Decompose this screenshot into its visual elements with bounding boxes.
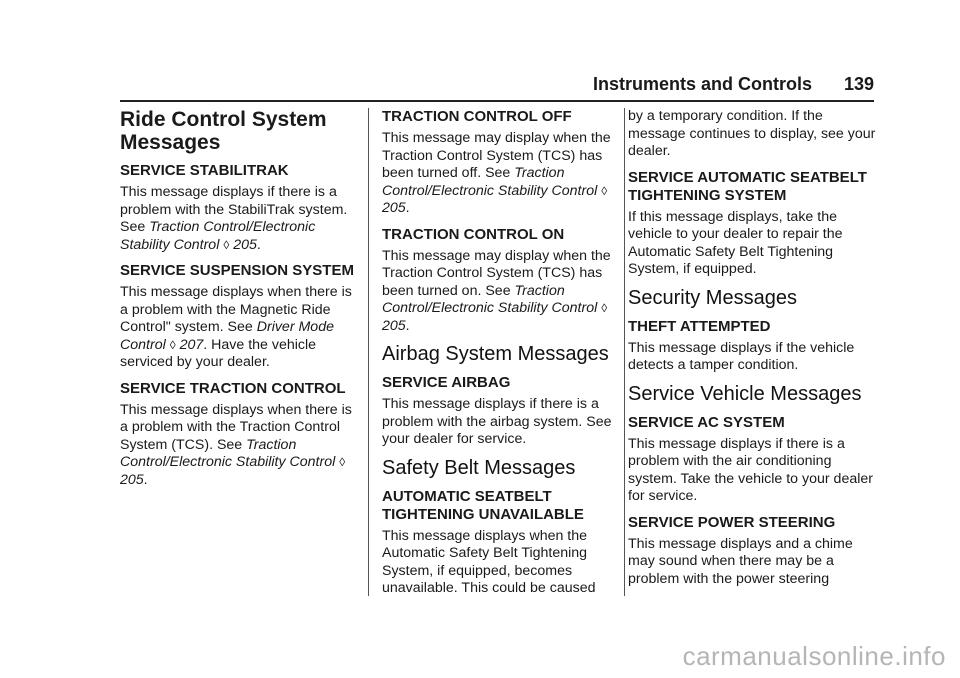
paragraph-text: This message displays when there is a problem with the Traction Control System (TCS). See bbox=[120, 401, 352, 453]
reference-title: Traction Control/Electronic Stability Control bbox=[382, 165, 598, 199]
column-divider bbox=[624, 108, 625, 596]
section-title-service-vehicle: Service Vehicle Messages bbox=[628, 382, 862, 405]
reference-title: Traction Control/Electronic Stability Control bbox=[120, 436, 336, 470]
paragraph-text: This message displays when there is a problem with the Magnetic Ride Control" system. See bbox=[120, 284, 352, 335]
section-title-airbag: Airbag System Messages bbox=[382, 343, 609, 365]
heading-seatbelt-unavailable: AUTOMATIC SEATBELT TIGHTENING UNAVAILABLE bbox=[382, 487, 584, 523]
heading-service-power-steering: SERVICE POWER STEERING bbox=[628, 513, 836, 531]
column-2 bbox=[382, 108, 618, 606]
paragraph-theft-attempted: This message displays if the vehicle detects a tamper condition. bbox=[628, 339, 855, 373]
watermark: carmanualsonline.info bbox=[682, 641, 946, 671]
heading-service-airbag: SERVICE AIRBAG bbox=[382, 374, 511, 391]
paragraph-seatbelt-unavailable: This message displays when the Automatic Safety Belt Tightening System, if equipped, becomes unavailable. This could be caused bbox=[382, 527, 596, 596]
paragraph-text: This message may display when the Traction Control System (TCS) has been turned off. See bbox=[382, 130, 611, 181]
paragraph-text: . bbox=[256, 236, 261, 253]
reference-title: Driver Mode Control bbox=[120, 319, 334, 353]
reference-page: 205 bbox=[233, 236, 257, 253]
column-1 bbox=[120, 108, 360, 497]
paragraph-service-seatbelt-tightening: If this message displays, take the vehicle to your dealer to repair the Automatic Safety Belt Tightening System, if equipped. bbox=[628, 208, 843, 277]
heading-theft-attempted: THEFT ATTEMPTED bbox=[628, 317, 771, 335]
heading-traction-on: TRACTION CONTROL ON bbox=[382, 225, 565, 243]
paragraph-service-stabilitrak bbox=[120, 184, 360, 254]
paragraph-service-traction bbox=[120, 402, 360, 490]
column-divider bbox=[368, 108, 369, 596]
paragraph-service-airbag: This message displays if there is a problem with the airbag system. See your dealer for service. bbox=[382, 396, 612, 447]
section-title-ride-control: Ride Control System Messages bbox=[120, 108, 327, 154]
header-title: Instruments and Controls bbox=[592, 74, 812, 94]
section-title-security: Security Messages bbox=[628, 286, 797, 309]
paragraph-text: . bbox=[405, 317, 410, 334]
paragraph-text: . bbox=[143, 471, 148, 488]
heading-service-stabilitrak: SERVICE STABILITRAK bbox=[120, 162, 289, 179]
page-header bbox=[120, 70, 874, 102]
heading-service-traction: SERVICE TRACTION CONTROL bbox=[120, 379, 346, 397]
page-ref-icon: ◊ bbox=[601, 183, 608, 198]
reference-page: 205 bbox=[382, 317, 406, 334]
reference-page: 205 bbox=[120, 471, 144, 488]
heading-service-seatbelt-tightening: SERVICE AUTOMATIC SEATBELT TIGHTENING SYSTEM bbox=[628, 168, 867, 204]
paragraph-service-suspension bbox=[120, 284, 360, 372]
page-ref-icon: ◊ bbox=[223, 237, 230, 252]
heading-traction-off: TRACTION CONTROL OFF bbox=[382, 108, 572, 125]
heading-service-suspension: SERVICE SUSPENSION SYSTEM bbox=[120, 262, 354, 279]
paragraph-traction-on bbox=[382, 248, 618, 336]
reference-page: 207 bbox=[179, 336, 204, 353]
page-ref-icon: ◊ bbox=[339, 455, 346, 469]
reference-title: Traction Control/Electronic Stability Control bbox=[120, 219, 316, 253]
paragraph-service-ac: This message displays if there is a problem with the air conditioning system. Take the vehicle to your dealer for service. bbox=[628, 435, 873, 504]
page-ref-icon: ◊ bbox=[601, 301, 608, 315]
page-number: 139 bbox=[843, 74, 874, 94]
paragraph-continued: by a temporary condition. If the message continues to display, see your dealer. bbox=[628, 108, 876, 159]
reference-title: Traction Control/Electronic Stability Control bbox=[382, 282, 598, 316]
paragraph-traction-off bbox=[382, 130, 618, 218]
paragraph-text: . Have the vehicle serviced by your dealer. bbox=[120, 336, 317, 370]
reference-page: 205 bbox=[382, 200, 406, 216]
heading-service-ac: SERVICE AC SYSTEM bbox=[628, 413, 785, 431]
paragraph-service-power-steering: This message displays and a chime may sound when there may be a problem with the power steering bbox=[628, 535, 853, 587]
paragraph-text: This message displays if there is a problem with the StabiliTrak system. See bbox=[120, 184, 348, 235]
cross-reference-link[interactable] bbox=[120, 219, 315, 253]
paragraph-text: This message may display when the Traction Control System (TCS) has been turned on. See bbox=[382, 247, 611, 299]
paragraph-text: . bbox=[405, 200, 410, 216]
column-3 bbox=[628, 108, 876, 596]
section-title-safety-belt: Safety Belt Messages bbox=[382, 456, 576, 479]
page-ref-icon: ◊ bbox=[169, 337, 176, 352]
